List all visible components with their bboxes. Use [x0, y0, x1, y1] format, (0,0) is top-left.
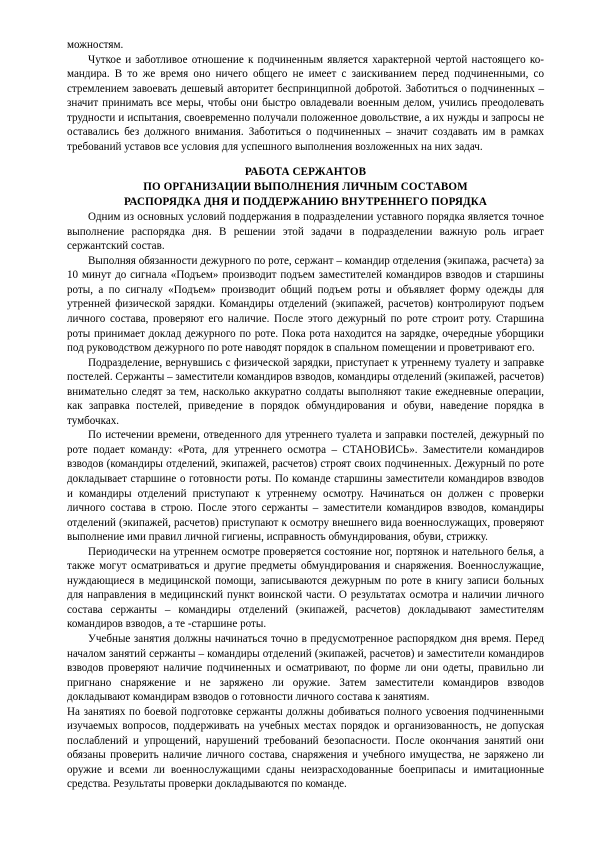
paragraph-training-sessions-start: Учебные занятия должны начинаться точно в предусмотренное распорядком дня время. Перед началом занятий сержанты – командиры отделений (экипажей, расчетов) и заместители командиров взводов проверяют наличие подчиненных и осматривают, по форме ли они одеты, правильно ли пригнано снаряжение и не заряжено ли оружие. Затем заместители командиров взводов докладывают командирам взводов о готовности личного состава к занятиям.	[67, 633, 544, 704]
paragraph-morning-inspection-formation: По истечении времени, отведенного для утреннего туалета и заправки постелей, дежурный по роте подает команду: «Рота, для утреннего осмотра – СТАНОВИСЬ». Заместители командиров взводов (командиры отделений, экипажей, расчетов) строят своих подчиненных. Дежурный по роте докладывает старшине о готовности роты. По команде старшины заместители командиров взводов и командиры отделений приступают к утреннему осмотру. Начинаться он должен с проверки личного состава в строю. После этого сержанты – заместители командиров взводов, командиры отделений (экипажей, расчетов) приступают к осмотру внешнего вида военнослужащих, проверяют выполнение ими правил личной гигиены, исправность обмундирования, обуви, стрижку.	[67, 429, 544, 544]
paragraph-periodic-inspection-health: Периодически на утреннем осмотре проверяется состояние ног, портянок и нательного белья, а также могут осматриваться и другие предметы обмундирования и снаряжения. Военнослужащие, нуждающиеся в медицинской помощи, записываются дежурным по роте в книгу записи больных для направления в медицинский пункт воинской части. О результатах осмотра и наличии личного состава сержанты – командиры отделений (экипажей, расчетов) докладывают заместителям командиров взводов, а те -старшине роты.	[67, 545, 544, 631]
paragraph-daily-routine-conditions: Одним из основных условий поддержания в подразделении уставного порядка является точное выполнение распорядка дня. В решении этой задачи в подразделении важную роль играет сержантский состав.	[67, 211, 544, 253]
paragraph-care-for-subordinates: Чуткое и заботливое отношение к подчиненным является характерной чертой настоящего командира. В то же время оно ничего общего не имеет с заискиванием перед подчиненными, со стремлением завоевать дешевый авторитет беспринципной добротой. Заботиться о подчиненных – значит принимать все меры, чтобы они быстро овладевали военным делом, учились преодолевать трудности и испытания, своевременно получали положенное довольствие, а их нужды и запросы не оставались без должного внимания. Заботиться о подчиненных – значит создавать им в рамках требований уставов все условия для успешного выполнения возложенных на них задач.	[67, 53, 544, 153]
section-heading	[67, 154, 544, 210]
page-text-column	[67, 38, 544, 792]
continued-word-line: можностям.	[67, 39, 124, 51]
section-heading-line-3: РАСПОРЯДКА ДНЯ И ПОДДЕРЖАНИЮ ВНУТРЕННЕГО ПОРЯДКА	[123, 195, 488, 208]
paragraph-after-exercise-bedmaking: Подразделение, вернувшись с физической зарядки, приступает к утреннему туалету и заправке постелей. Сержанты – заместители командиров взводов, командиры отделений (экипажей, расчетов) внимательно следят за тем, насколько аккуратно солдаты выполняют такие ежедневные операции, как заправка постелей, приведение в порядок обмундирования и обуви, наведение порядка в тумбочках.	[67, 356, 544, 427]
paragraph-duty-sergeant-reveille: Выполняя обязанности дежурного по роте, сержант – командир отделения (экипажа, расчета) за 10 минут до сигнала «Подъем» производит подъем заместителей командиров взводов и старшины роты, а по сигналу «Подъем» производит общий подъем роты и объявляет форму одежды для утренней физической зарядки. Командиры отделений (экипажей, расчетов) контролируют подъем личного состава, проверяют его наличие. После этого дежурный по роте строит роту. Старшина роты принимает доклад дежурного по роте. Пока рота находится на зарядке, очередные уборщики под руководством дежурного по роте наводят порядок в спальном помещении и проветривают его.	[67, 254, 544, 355]
section-heading-line-1: РАБОТА СЕРЖАНТОВ	[244, 166, 367, 179]
paragraph-combat-training-requirements: На занятиях по боевой подготовке сержанты должны добиваться полного усвоения подчиненными изучаемых вопросов, поддерживать на учебных местах порядок и организованность, не допуская послаблений и упрощений, нарушений требований безопасности. После окончания занятий они обязаны проверить наличие личного состава, снаряжения и учебного имущества, не заряжено ли оружие и всеми ли военнослужащими сданы неизрасходованные боеприпасы и имитационные средства. Результаты проверки докладываются по команде.	[67, 705, 544, 791]
section-heading-line-2: ПО ОРГАНИЗАЦИИ ВЫПОЛНЕНИЯ ЛИЧНЫМ СОСТАВОМ	[143, 180, 468, 193]
